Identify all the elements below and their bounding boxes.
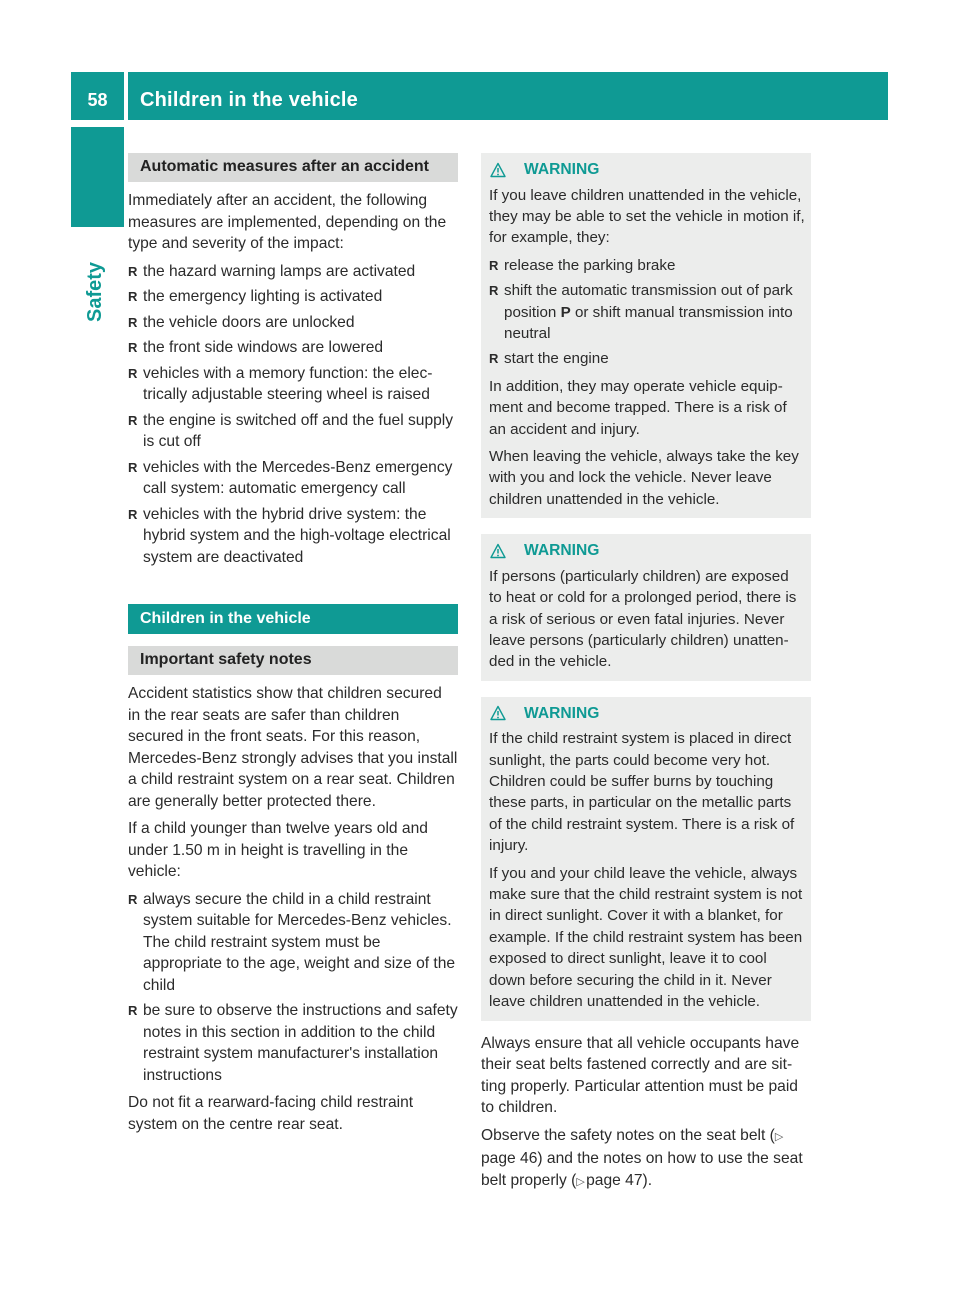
text: ) and the notes on how to use the seat belt properly ( — [481, 1150, 803, 1189]
warning-title-text: WARNING — [524, 161, 600, 178]
list-item: R release the parking brake — [489, 255, 805, 276]
sidebar-block — [71, 127, 124, 227]
bullet-list — [128, 261, 458, 569]
page-reference-link[interactable]: page 46 — [481, 1150, 538, 1167]
paragraph: If you leave children unattended in the vehicle, they may be able to set the vehicle in motion if, for example, they: — [489, 186, 805, 247]
paragraph: When leaving the vehicle, always take the key with you and lock the vehicle. Never leave children unattended in the vehicle. — [489, 447, 799, 508]
right-column — [481, 153, 811, 1199]
list-item: R start the engine — [489, 348, 805, 369]
page-title: Children in the vehicle — [140, 89, 358, 111]
list-text: or shift manual transmission into neutral — [504, 303, 793, 342]
heading-important-safety-notes: Important safety notes — [128, 646, 458, 675]
list-item: R the vehicle doors are unlocked — [128, 312, 458, 334]
list-item: R vehicles with the hybrid drive system: the hybrid system and the high-voltage electrical system are deactivated — [128, 504, 458, 569]
warning-box — [481, 534, 811, 681]
warning-title-text: WARNING — [524, 542, 600, 560]
list-item: R vehicles with the Mercedes-Benz emergency call system: automatic emergency call — [128, 457, 458, 500]
list-item: R the front side windows are lowered — [128, 337, 458, 359]
paragraph: Do not fit a rearward-facing child restraint system on the centre rear seat. — [128, 1094, 414, 1133]
warning-box — [481, 697, 811, 1021]
page-number-box — [71, 72, 124, 120]
text: ). — [642, 1171, 653, 1189]
heading-automatic-measures: Automatic measures after an accident — [128, 153, 458, 182]
paragraph: Accident statistics show that children secured in the rear seats are safer than children secured in the front seats. For this reason, Mercedes-Benz strongly advises that you install a child restraint system on a rear seat. Children are generally better protected there. — [128, 685, 458, 810]
page-ref-arrow-icon: ▷ — [576, 1175, 585, 1188]
paragraph: If persons (particularly children) are exposed to heat or cold for a prolonged period, there is a risk of serious or even fatal injuries. Never leave persons (particularly children) unattended in the vehicle. — [489, 567, 797, 671]
bullet-list — [489, 255, 805, 370]
header-bar — [128, 72, 888, 120]
list-text: shift the automatic transmission out of park position — [504, 282, 793, 321]
section-heading-children: Children in the vehicle — [128, 604, 458, 634]
left-column — [128, 153, 458, 1141]
page-ref-arrow-icon: ▷ — [774, 1130, 784, 1143]
page-reference-link[interactable]: page 47 — [586, 1171, 643, 1189]
warning-title-text: WARNING — [524, 704, 600, 722]
paragraph: If the child restraint system is placed in direct sunlight, the parts could become very hot. Children could be suffer burns by touching these parts, in particular on the metallic parts of the child restraint system. There is a risk of injury. — [489, 730, 795, 855]
warning-title — [489, 540, 805, 562]
paragraph: Immediately after an accident, the following measures are implemented, depending on the type and severity of the impact: — [128, 192, 447, 252]
paragraph: In addition, they may operate vehicle equipment and become trapped. There is a risk of an accident and injury. — [489, 377, 787, 438]
warning-triangle-icon — [490, 162, 506, 178]
list-item: R the engine is switched off and the fuel supply is cut off — [128, 410, 458, 453]
paragraph: Always ensure that all vehicle occupants have their seat belts fastened correctly and are sitting properly. Particular attention must be paid to children. — [481, 1034, 800, 1116]
list-item: R always secure the child in a child restraint system suitable for Mercedes-Benz vehicles. The child restraint system must be appropriate to the age, weight and size of the child — [128, 889, 458, 997]
paragraph: If you and your child leave the vehicle, always make sure that the child restraint system is not in direct sunlight. Cover it with a blanket, for example. If the child restraint system has been exposed to direct sunlight, leave it to cool down before securing the child in it. Never leave children unattended in the vehicle. — [489, 864, 803, 1011]
paragraph — [481, 1125, 811, 1194]
list-item: R the hazard warning lamps are activated — [128, 261, 458, 283]
bullet-list — [128, 889, 458, 1087]
list-item: R vehicles with a memory function: the electrically adjustable steering wheel is raised — [128, 363, 458, 406]
list-item: R be sure to observe the instructions and safety notes in this section in addition to the child restraint system manufacturer's installation instructions — [128, 1000, 458, 1086]
gear-position: P — [560, 303, 571, 321]
warning-triangle-icon — [490, 705, 506, 721]
sidebar-label: Safety — [84, 261, 106, 322]
warning-box — [481, 153, 811, 518]
warning-title — [489, 703, 805, 725]
paragraph: If a child younger than twelve years old and under 1.50 m in height is travelling in the vehicle: — [128, 820, 428, 880]
warning-triangle-icon — [490, 543, 506, 559]
list-item — [489, 280, 805, 344]
text: Observe the safety notes on the seat belt ( — [481, 1126, 775, 1144]
list-item: R the emergency lighting is activated — [128, 286, 458, 308]
warning-title — [489, 159, 805, 181]
page-number: 58 — [87, 90, 108, 110]
